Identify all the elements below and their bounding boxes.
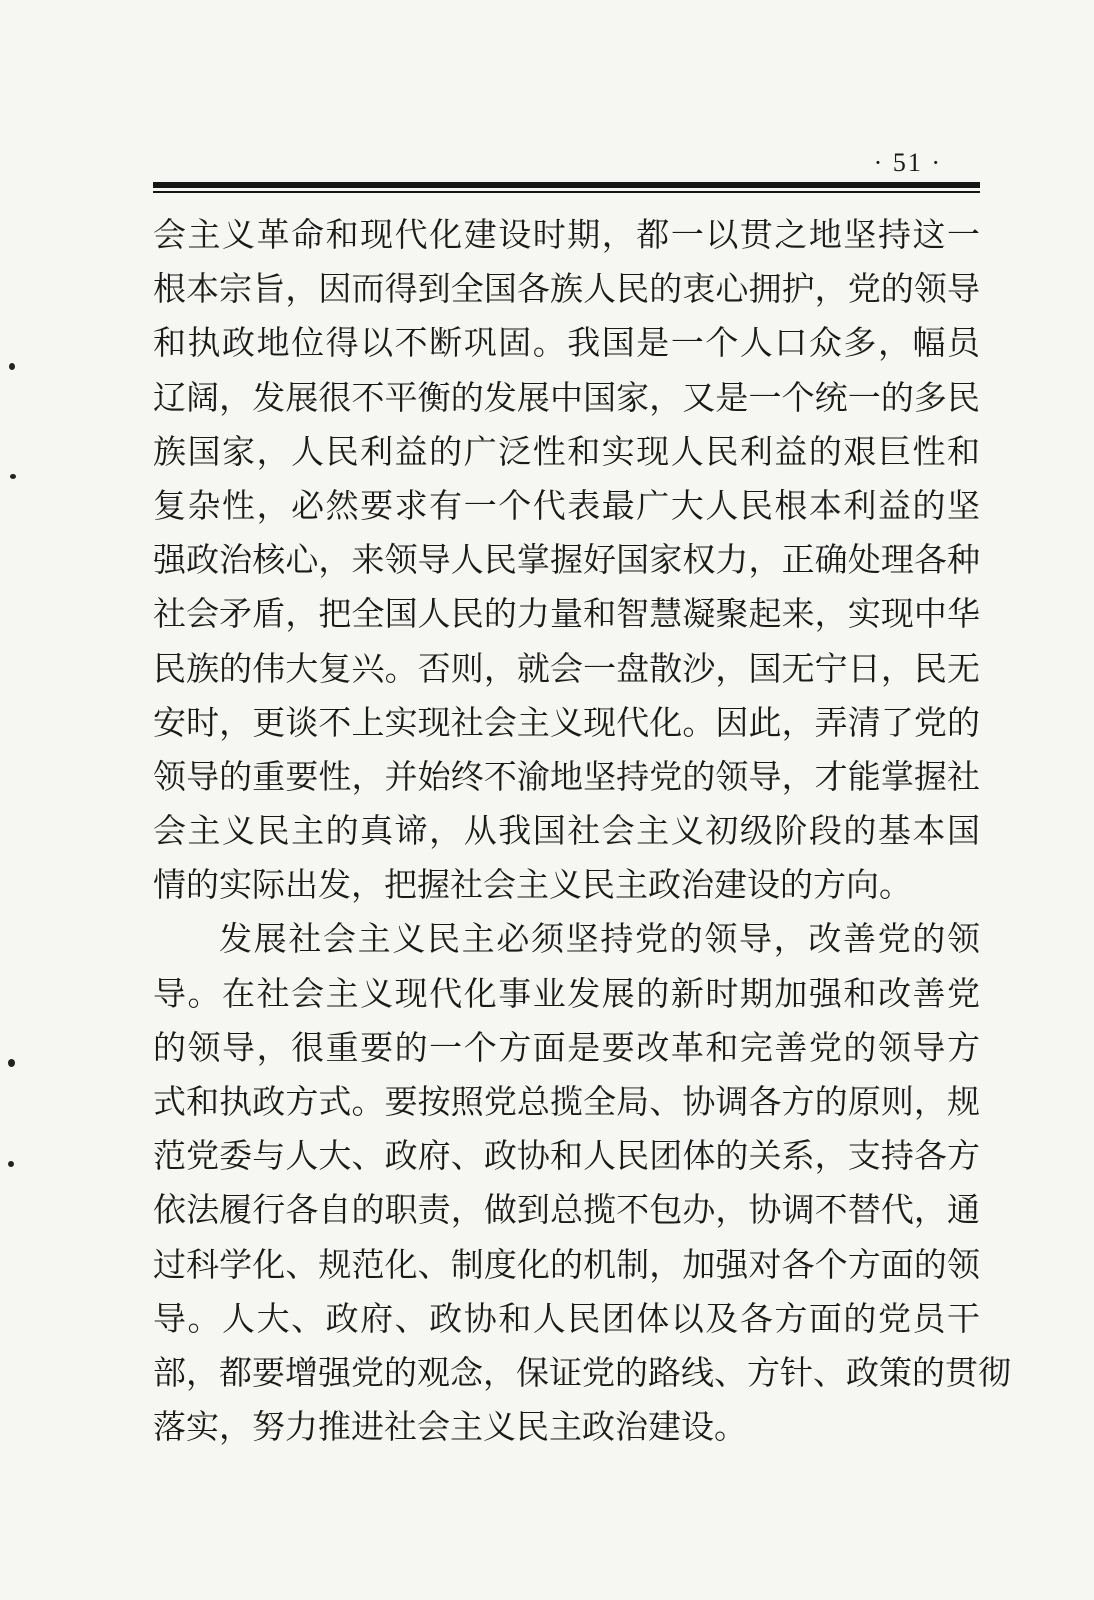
- running-header: [153, 142, 980, 202]
- header-rule-thick: [153, 182, 980, 188]
- scan-speck: [9, 363, 15, 370]
- text-line: 的领导，很重要的一个方面是要改革和完善党的领导方: [153, 1027, 980, 1067]
- text-line: 领导的重要性，并始终不渝地坚持党的领导，才能掌握社: [153, 756, 980, 796]
- text-line: 民族的伟大复兴。否则，就会一盘散沙，国无宁日，民无: [153, 648, 980, 688]
- text-line: 会主义民主的真谛，从我国社会主义初级阶段的基本国: [153, 811, 980, 851]
- scan-speck: [10, 474, 16, 479]
- text-line: 导。人大、政府、政协和人民团体以及各方面的党员干: [153, 1298, 980, 1338]
- text-line: 部，都要增强党的观念，保证党的路线、方针、政策的贯彻: [153, 1352, 1011, 1392]
- text-line: 族国家，人民利益的广泛性和实现人民利益的艰巨性和: [153, 431, 980, 471]
- paragraph-end-line: 情的实际出发，把握社会主义民主政治建设的方向。: [153, 865, 912, 905]
- text-line: 辽阔，发展很不平衡的发展中国家，又是一个统一的多民: [153, 377, 980, 417]
- text-line: 会主义革命和现代化建设时期，都一以贯之地坚持这一: [153, 215, 980, 254]
- text-line: 范党委与人大、政府、政协和人民团体的关系，支持各方: [153, 1136, 980, 1176]
- scan-speck: [8, 1161, 14, 1167]
- text-line: 依法履行各自的职责，做到总揽不包办，协调不替代，通: [153, 1190, 980, 1230]
- header-rule-thin: [153, 191, 980, 193]
- text-line: 导。在社会主义现代化事业发展的新时期加强和改善党: [153, 973, 980, 1013]
- text-line: 强政治核心，来领导人民掌握好国家权力，正确处理各种: [153, 540, 980, 580]
- text-line: 复杂性，必然要求有一个代表最广大人民根本利益的坚: [153, 485, 980, 525]
- text-line: 安时，更谈不上实现社会主义现代化。因此，弄清了党的: [153, 702, 980, 742]
- paragraph-end-line: 落实，努力推进社会主义民主政治建设。: [153, 1407, 747, 1447]
- text-line: 过科学化、规范化、制度化的机制，加强对各个方面的领: [153, 1244, 980, 1284]
- page-number: · 51 ·: [873, 148, 942, 177]
- text-line: 根本宗旨，因而得到全国各族人民的衷心拥护，党的领导: [153, 269, 980, 309]
- text-line: 和执政地位得以不断巩固。我国是一个人口众多，幅员: [153, 323, 980, 363]
- paragraph-first-line: 发展社会主义民主必须坚持党的领导，改善党的领: [219, 919, 980, 959]
- scan-speck: [8, 1059, 15, 1067]
- text-line: 社会矛盾，把全国人民的力量和智慧凝聚起来，实现中华: [153, 594, 980, 634]
- body-text: [153, 208, 1011, 1454]
- text-line: 式和执政方式。要按照党总揽全局、协调各方的原则，规: [153, 1082, 980, 1121]
